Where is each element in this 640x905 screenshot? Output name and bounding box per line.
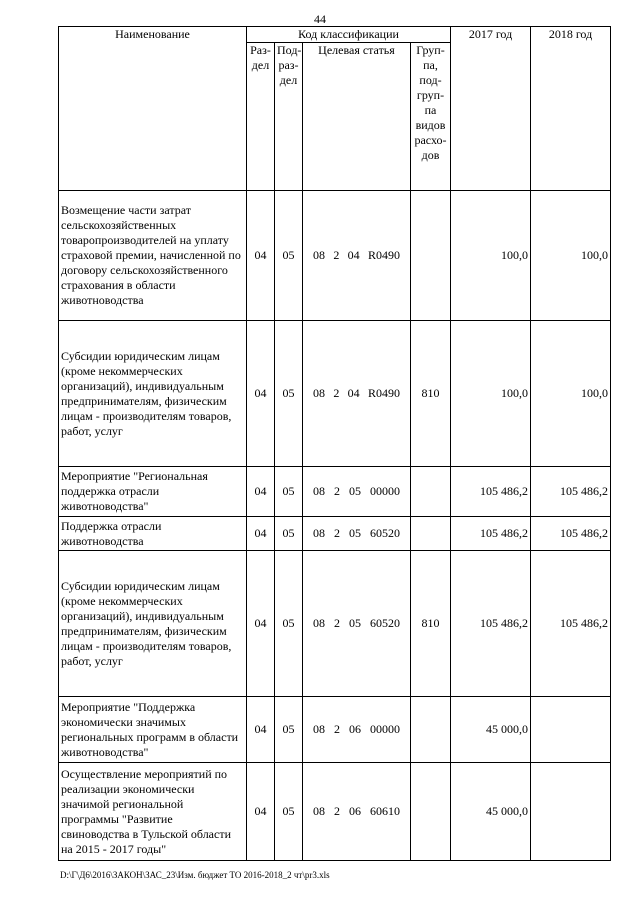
header-classification: Код классификации — [247, 27, 451, 43]
row-name: Возмещение части затрат сельскохозяйственных товаропроизводителей на уплату страховой премии, начисленной по договору сельскохозяйственного страхования в области животноводства — [59, 191, 247, 321]
file-path-footer: D:\Г\Д6\2016\ЗАКОН\ЗАС_23\Изм. бюджет ТО 2016-2018_2 чт\pr3.xls — [60, 870, 330, 880]
target-program: 08 — [313, 386, 325, 400]
row-2018: 100,0 — [531, 191, 611, 321]
row-2018: 100,0 — [531, 321, 611, 467]
target-event: 04 — [347, 386, 360, 400]
target-direction: 00000 — [370, 484, 400, 498]
header-razdel: Раз-дел — [247, 43, 275, 191]
target-direction: 00000 — [370, 722, 400, 736]
row-2017: 105 486,2 — [451, 551, 531, 697]
row-target — [303, 321, 411, 467]
target-program: 08 — [313, 248, 325, 262]
page-number: 44 — [314, 12, 326, 26]
row-name: Мероприятие "Региональная поддержка отрасли животноводства" — [59, 467, 247, 517]
row-podrazdel: 05 — [275, 551, 303, 697]
row-podrazdel: 05 — [275, 763, 303, 861]
target-program: 08 — [313, 526, 325, 540]
row-2017: 105 486,2 — [451, 467, 531, 517]
table-row — [59, 517, 611, 551]
target-subprogram: 2 — [333, 386, 340, 400]
row-name: Субсидии юридическим лицам (кроме некоммерческих организаций), индивидуальным предпринимателям, физическим лицам - производителям товаров, работ, услуг — [59, 551, 247, 697]
row-group — [411, 763, 451, 861]
row-name: Поддержка отрасли животноводства — [59, 517, 247, 551]
row-podrazdel: 05 — [275, 191, 303, 321]
table-row — [59, 321, 611, 467]
row-podrazdel: 05 — [275, 517, 303, 551]
row-2018 — [531, 763, 611, 861]
header-group: Груп-па, под-груп-па видов расхо-дов — [411, 43, 451, 191]
target-direction: R0490 — [367, 386, 400, 400]
row-2017: 45 000,0 — [451, 763, 531, 861]
target-program: 08 — [313, 804, 325, 818]
row-2017: 45 000,0 — [451, 697, 531, 763]
row-target — [303, 467, 411, 517]
row-razdel: 04 — [247, 763, 275, 861]
row-name: Осуществление мероприятий по реализации экономически значимой региональной программы "Развитие свиноводства в Тульской области на 2015 - 2017 годы" — [59, 763, 247, 861]
row-razdel: 04 — [247, 191, 275, 321]
target-direction: 60520 — [370, 616, 400, 630]
header-year-2018: 2018 год — [531, 27, 611, 191]
header-name: Наименование — [59, 27, 247, 191]
table-row — [59, 191, 611, 321]
target-event: 05 — [349, 484, 361, 498]
row-target — [303, 697, 411, 763]
row-2017: 105 486,2 — [451, 517, 531, 551]
table-row — [59, 763, 611, 861]
row-name: Мероприятие "Поддержка экономически значимых региональных программ в области животноводства" — [59, 697, 247, 763]
row-target — [303, 517, 411, 551]
target-subprogram: 2 — [334, 616, 340, 630]
target-direction: 60520 — [370, 526, 400, 540]
row-razdel: 04 — [247, 467, 275, 517]
row-group — [411, 517, 451, 551]
row-group: 810 — [411, 321, 451, 467]
target-event: 05 — [349, 526, 361, 540]
target-subprogram: 2 — [334, 722, 340, 736]
target-program: 08 — [313, 484, 325, 498]
row-group — [411, 191, 451, 321]
target-program: 08 — [313, 722, 325, 736]
target-subprogram: 2 — [334, 804, 340, 818]
row-razdel: 04 — [247, 321, 275, 467]
row-target — [303, 191, 411, 321]
row-target — [303, 551, 411, 697]
target-event: 06 — [349, 804, 361, 818]
table-row — [59, 697, 611, 763]
row-group — [411, 697, 451, 763]
target-subprogram: 2 — [334, 526, 340, 540]
budget-table — [58, 26, 611, 861]
target-subprogram: 2 — [333, 248, 340, 262]
row-razdel: 04 — [247, 517, 275, 551]
target-event: 06 — [349, 722, 361, 736]
row-2017: 100,0 — [451, 191, 531, 321]
row-razdel: 04 — [247, 551, 275, 697]
row-podrazdel: 05 — [275, 467, 303, 517]
row-target — [303, 763, 411, 861]
header-podrazdel: Под-раз-дел — [275, 43, 303, 191]
row-razdel: 04 — [247, 697, 275, 763]
header-year-2017: 2017 год — [451, 27, 531, 191]
row-podrazdel: 05 — [275, 321, 303, 467]
target-direction: 60610 — [370, 804, 400, 818]
header-target: Целевая статья — [303, 43, 411, 191]
row-group: 810 — [411, 551, 451, 697]
row-name: Субсидии юридическим лицам (кроме некоммерческих организаций), индивидуальным предпринимателям, физическим лицам - производителям товаров, работ, услуг — [59, 321, 247, 467]
target-program: 08 — [313, 616, 325, 630]
row-podrazdel: 05 — [275, 697, 303, 763]
target-subprogram: 2 — [334, 484, 340, 498]
target-event: 05 — [349, 616, 361, 630]
row-2017: 100,0 — [451, 321, 531, 467]
table-row — [59, 551, 611, 697]
row-group — [411, 467, 451, 517]
target-event: 04 — [347, 248, 360, 262]
row-2018 — [531, 697, 611, 763]
row-2018: 105 486,2 — [531, 551, 611, 697]
target-direction: R0490 — [367, 248, 400, 262]
row-2018: 105 486,2 — [531, 517, 611, 551]
row-2018: 105 486,2 — [531, 467, 611, 517]
table-row — [59, 467, 611, 517]
